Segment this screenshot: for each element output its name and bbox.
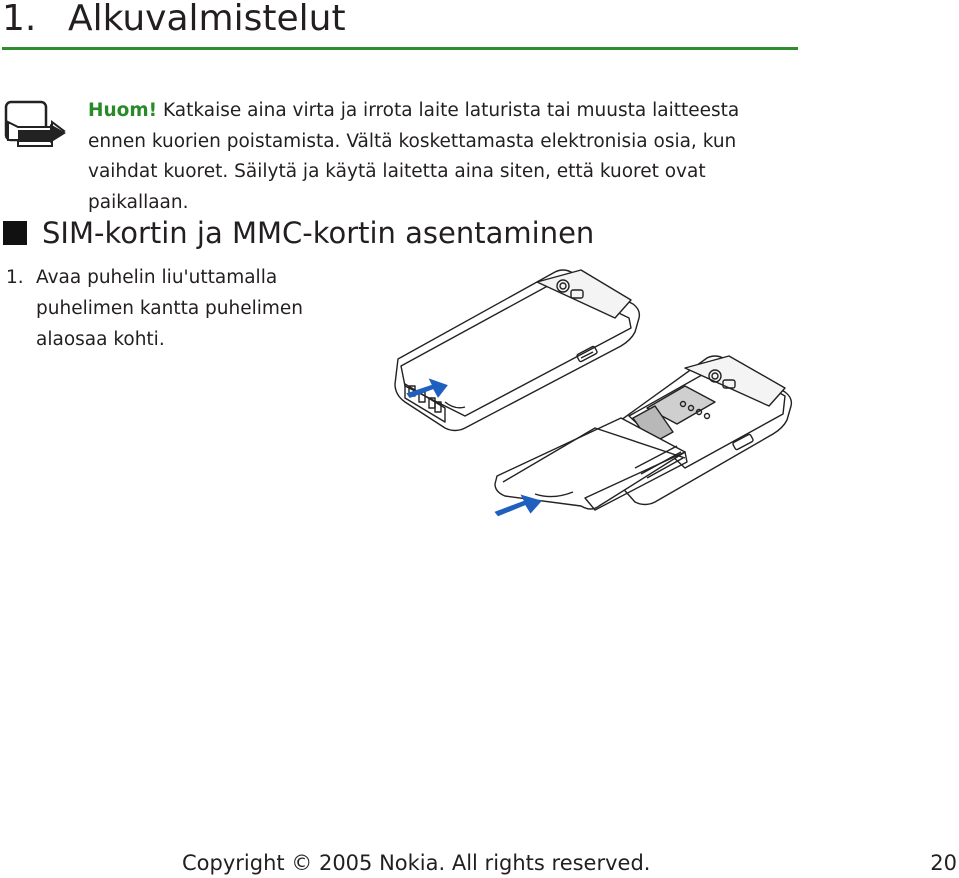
title-rule <box>2 47 798 50</box>
phone-illustration <box>385 262 805 544</box>
chapter-title-text: Alkuvalmistelut <box>68 0 346 39</box>
note-body: Katkaise aina virta ja irrota laite laturista tai muusta laitteesta ennen kuorien poistamista. Vältä koskettamasta elektronisia osia, kun vaihdat kuoret. Säilytä ja käytä laitetta aina siten, että kuoret ovat paikallaan. <box>88 100 740 213</box>
step-text: Avaa puhelin liu'uttamalla puhelimen kantta puhelimen alaosaa kohti. <box>36 267 304 350</box>
footer-copyright: Copyright © 2005 Nokia. All rights reserved. <box>182 851 651 875</box>
page-number: 20 <box>930 851 957 875</box>
note-paragraph <box>88 96 798 218</box>
phone-back-cover-icon <box>395 270 639 431</box>
section-marker <box>3 221 27 245</box>
note-label: Huom! <box>88 100 158 121</box>
step-number: 1. <box>6 267 24 288</box>
chapter-title <box>2 0 346 42</box>
step-item <box>6 262 336 355</box>
section-heading: SIM-kortin ja MMC-kortin asentaminen <box>42 216 595 250</box>
note-hand-icon <box>4 100 70 150</box>
chapter-number: 1. <box>2 0 37 39</box>
